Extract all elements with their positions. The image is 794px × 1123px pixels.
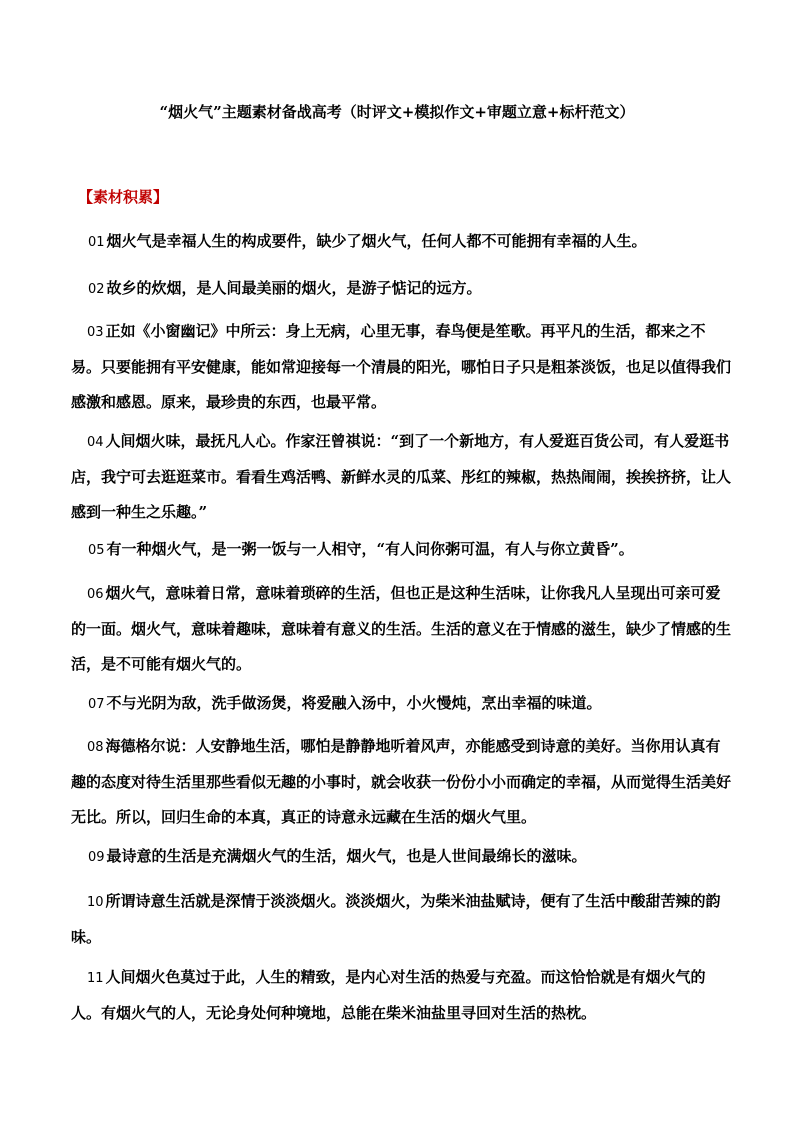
paragraph-number: 10 [87,895,104,910]
paragraph-number: 02 [88,282,105,297]
paragraph-text: 所谓诗意生活就是深情于淡淡烟火。淡淡烟火，为柴米油盐赋诗，便有了生活中酸甜苦辣的韵味。 [71,892,721,946]
document-title: “烟火气”主题素材备战高考（时评文+模拟作文+审题立意+标杆范文） [159,103,635,121]
paragraph-text: 海德格尔说：人安静地生活，哪怕是静静地听着风声，亦能感受到诗意的美好。当你用认真有趣的态度对待生活里那些看似无趣的小事时，就会收获一份份小小而确定的幸福，从而觉得生活美好无比。所以，回归生命的本真，真正的诗意永远藏在生活的烟火气里。 [71,737,732,826]
paragraph-text: 烟火气，意味着日常，意味着琐碎的生活，但也正是这种生活味，让你我凡人呈现出可亲可爱的一面。烟火气，意味着趣味，意味着有意义的生活。生活的意义在于情感的滋生，缺少了情感的生活，是不可能有烟火气的。 [71,584,732,673]
paragraph-07 [88,686,730,722]
paragraph-number: 05 [88,543,105,558]
paragraph-06 [71,576,731,682]
paragraph-04 [71,424,731,530]
paragraph-number: 08 [87,740,104,755]
section-heading-material: 【素材积累】 [78,188,169,206]
paragraph-number: 01 [88,235,105,250]
paragraph-text: 有一种烟火气，是一粥一饭与一人相守，“有人问你粥可温，有人与你立黄昏”。 [106,540,634,558]
paragraph-number: 09 [88,850,105,865]
paragraph-text: 人间烟火色莫过于此，人生的精致，是内心对生活的热爱与充盈。而这恰恰就是有烟火气的人。有烟火气的人，无论身处何种境地，总能在柴米油盐里寻回对生活的热枕。 [71,968,706,1022]
paragraph-10 [71,884,731,955]
paragraph-01 [88,224,730,260]
paragraph-text: 烟火气是幸福人生的构成要件，缺少了烟火气，任何人都不可能拥有幸福的人生。 [106,232,647,250]
paragraph-08 [71,729,731,835]
paragraph-text: 不与光阴为敌，洗手做汤煲，将爱融入汤中，小火慢炖，烹出幸福的味道。 [106,694,602,712]
paragraph-text: 人间烟火味，最抚凡人心。作家汪曾祺说：“到了一个新地方，有人爱逛百货公司，有人爱逛书店，我宁可去逛逛菜市。看看生鸡活鸭、新鲜水灵的瓜菜、彤红的辣椒，热热闹闹，挨挨挤挤，让人感到一种生之乐趣。” [71,432,732,521]
paragraph-text: 最诗意的生活是充满烟火气的生活，烟火气，也是人世间最绵长的滋味。 [106,847,587,865]
paragraph-09 [88,839,730,875]
paragraph-number: 06 [87,587,104,602]
paragraph-number: 07 [88,697,105,712]
paragraph-number: 11 [87,971,104,986]
paragraph-11 [71,960,731,1031]
paragraph-05 [88,532,730,568]
paragraph-text: 故乡的炊烟，是人间最美丽的烟火，是游子惦记的远方。 [106,279,482,297]
paragraph-number: 04 [87,435,104,450]
paragraph-number: 03 [87,325,104,340]
paragraph-03 [71,314,731,420]
paragraph-text: 正如《小窗幽记》中所云：身上无病，心里无事，春鸟便是笙歌。再平凡的生活，都来之不易。只要能拥有平安健康，能如常迎接每一个清晨的阳光，哪怕日子只是粗茶淡饭，也足以值得我们感激和感恩。原来，最珍贵的东西，也最平常。 [71,322,732,411]
paragraph-02 [88,271,730,307]
